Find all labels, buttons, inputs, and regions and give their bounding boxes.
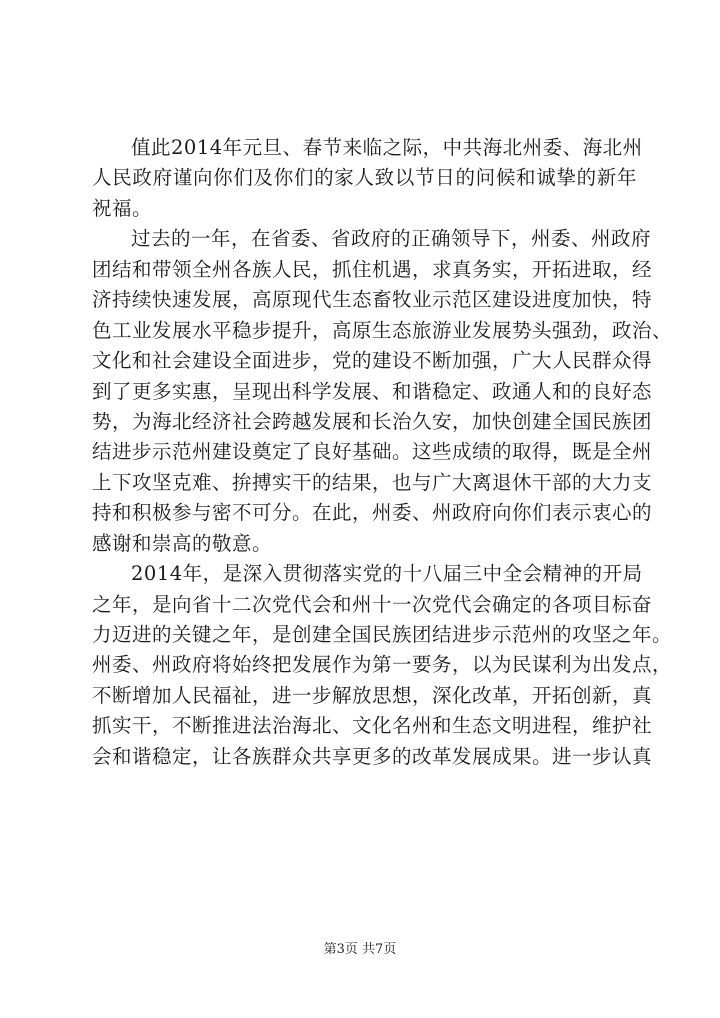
- text-line: 势，为海北经济社会跨越发展和长治久安，加快创建全国民族团: [92, 409, 653, 433]
- text-line: 到了更多实惠，呈现出科学发展、和谐稳定、政通人和的良好态: [92, 379, 653, 403]
- text-line: 文化和社会建设全面进步，党的建设不断加强，广大人民群众得: [92, 349, 653, 373]
- text-line: 结进步示范州建设奠定了良好基础。这些成绩的取得，既是全州: [92, 440, 653, 464]
- text-line: 感谢和崇高的敬意。: [92, 531, 273, 555]
- text-line: 人民政府谨向你们及你们的家人致以节日的问候和诚挚的新年: [92, 166, 637, 190]
- text-line: 力迈进的关键之年，是创建全国民族团结进步示范州的攻坚之年。: [92, 623, 673, 646]
- text-line: 团结和带领全州各族人民，抓住机遇，求真务实，开拓进取，经: [92, 257, 653, 281]
- text-line: 州委、州政府将始终把发展作为第一要务，以为民谋利为出发点，: [92, 653, 673, 677]
- text-line: 值此2014年元旦、春节来临之际，中共海北州委、海北州: [131, 136, 643, 159]
- text-line: 不断增加人民福祉，进一步解放思想，深化改革，开拓创新，真: [92, 683, 653, 707]
- body-text: [92, 133, 673, 772]
- text-line: 祝福。: [92, 196, 153, 220]
- text-line: 持和积极参与密不可分。在此，州委、州政府向你们表示衷心的: [92, 501, 653, 525]
- text-line: 过去的一年，在省委、省政府的正确领导下，州委、州政府: [131, 227, 652, 251]
- text-line: 济持续快速发展，高原现代生态畜牧业示范区建设进度加快，特: [92, 288, 653, 312]
- text-line: 2014年，是深入贯彻落实党的十八届三中全会精神的开局: [131, 562, 643, 586]
- text-line: 色工业发展水平稳步提升，高原生态旅游业发展势头强劲，政治、: [92, 318, 673, 342]
- text-line: 会和谐稳定，让各族群众共享更多的改革发展成果。进一步认真: [92, 744, 653, 768]
- page-number-footer: 第3页 共7页: [323, 942, 397, 957]
- text-line: 上下攻坚克难、拚搏实干的结果，也与广大离退休干部的大力支: [92, 470, 653, 494]
- text-line: 抓实干，不断推进法治海北、文化名州和生态文明进程，维护社: [92, 714, 653, 738]
- paragraph-2: [92, 224, 673, 559]
- paragraph-3: [92, 559, 673, 772]
- text-line: 之年，是向省十二次党代会和州十一次党代会确定的各项目标奋: [92, 592, 653, 616]
- paragraph-1: [92, 133, 643, 224]
